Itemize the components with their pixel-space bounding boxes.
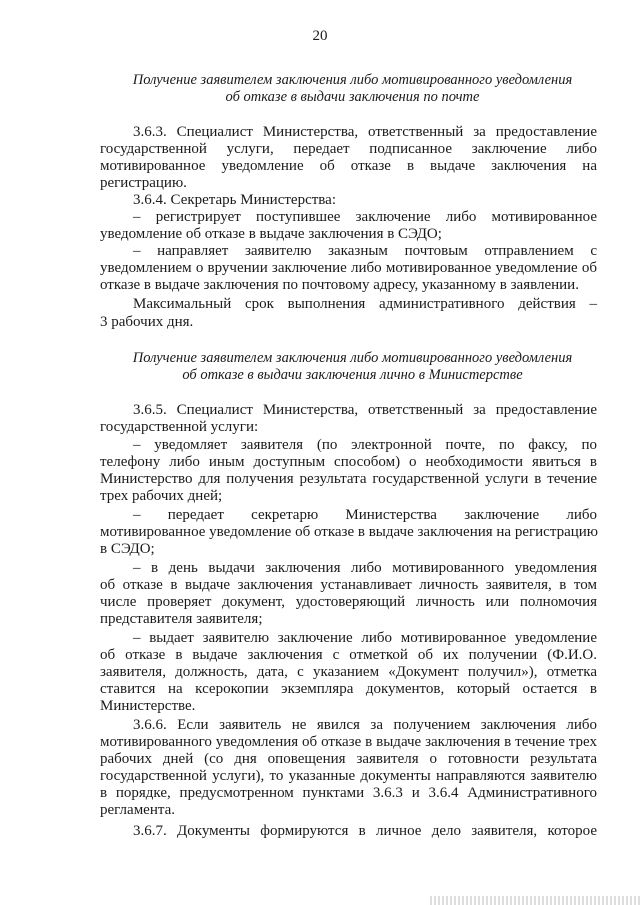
paragraph-line: 3.6.3. Специалист Министерства, ответственный за предоставление <box>133 124 597 140</box>
list-item-line: представителя заявителя; <box>100 611 263 627</box>
scan-artifact <box>430 896 640 905</box>
section-heading-postal-2: об отказе в выдачи заключения по почте <box>225 89 480 105</box>
list-item-line: числе проверяет документ, удостоверяющий личность или полномочия <box>100 594 597 610</box>
paragraph-line: Максимальный срок выполнения административного действия – <box>133 296 597 312</box>
section-heading-postal-1: Получение заявителем заключения либо мотивированного уведомления <box>132 72 573 88</box>
list-item-line: отказе в выдаче заключения по почтовому адресу, указанному в заявлении. <box>100 277 579 293</box>
paragraph-line: государственной услуги, передает подписанное заключение либо <box>100 141 597 157</box>
list-item-line: Министерстве. <box>100 698 196 714</box>
list-item-line: мотивированное уведомление об отказе в выдаче заключения на регистрацию <box>100 524 598 540</box>
paragraph-line: 3.6.7. Документы формируются в личное дело заявителя, которое <box>133 823 597 839</box>
list-item-line: – уведомляет заявителя (по электронной почте, по факсу, по <box>133 437 597 453</box>
section-heading-in-person-2: об отказе в выдачи заключения лично в Министерстве <box>182 367 523 383</box>
paragraph-line: рабочих дней (со дня оповещения заявителя о готовности результата <box>100 751 597 767</box>
paragraph-line: регистрацию. <box>100 175 187 191</box>
list-item-line: трех рабочих дней; <box>100 488 223 504</box>
paragraph-line: мотивированного уведомления об отказе в выдаче заключения в течение трех <box>100 734 597 750</box>
list-item-line: в СЭДО; <box>100 541 155 557</box>
list-item-line: – в день выдачи заключения либо мотивированного уведомления <box>133 560 597 576</box>
list-item-line: об отказе в выдаче заключения с отметкой об их получении (Ф.И.О. <box>100 647 597 663</box>
list-item-line: ставится на ксерокопии экземпляра документов, который остается в <box>100 681 597 697</box>
list-item-line: – выдает заявителю заключение либо мотивированное уведомление <box>133 630 597 646</box>
list-item-line: – передает секретарю Министерства заключение либо <box>133 507 597 523</box>
list-item-line: уведомлением о вручении заключение либо мотивированное уведомление об <box>100 260 597 276</box>
list-item-line: телефону либо иным доступным способом) о необходимости явиться в <box>100 454 597 470</box>
list-item-line: – направляет заявителю заказным почтовым отправлением с <box>133 243 597 259</box>
paragraph-line: государственной услуги: <box>100 419 259 435</box>
paragraph-line: 3.6.6. Если заявитель не явился за получением заключения либо <box>133 717 597 733</box>
list-item-line: уведомление об отказе в выдаче заключения в СЭДО; <box>100 226 442 242</box>
paragraph-line: 3.6.5. Специалист Министерства, ответственный за предоставление <box>133 402 597 418</box>
paragraph-line: 3.6.4. Секретарь Министерства: <box>133 192 336 208</box>
paragraph-line: государственной услуги), то указанные документы направляются заявителю <box>100 768 597 784</box>
page-number: 20 <box>312 28 328 44</box>
section-heading-in-person-1: Получение заявителем заключения либо мотивированного уведомления <box>132 350 573 366</box>
list-item-line: – регистрирует поступившее заключение либо мотивированное <box>133 209 597 225</box>
paragraph-line: в порядке, предусмотренном пунктами 3.6.3 и 3.6.4 Административного <box>100 785 597 801</box>
paragraph-line: мотивированное уведомление об отказе в выдаче заключения на <box>100 158 597 174</box>
list-item-line: Министерство для получения результата государственной услуги в течение <box>100 471 597 487</box>
list-item-line: об отказе в выдаче заключения устанавливает личность заявителя, в том <box>100 577 597 593</box>
paragraph-line: 3 рабочих дня. <box>100 314 194 330</box>
paragraph-line: регламента. <box>100 802 176 818</box>
list-item-line: заявителя, должность, дата, с указанием «Документ получил»), отметка <box>100 664 597 680</box>
